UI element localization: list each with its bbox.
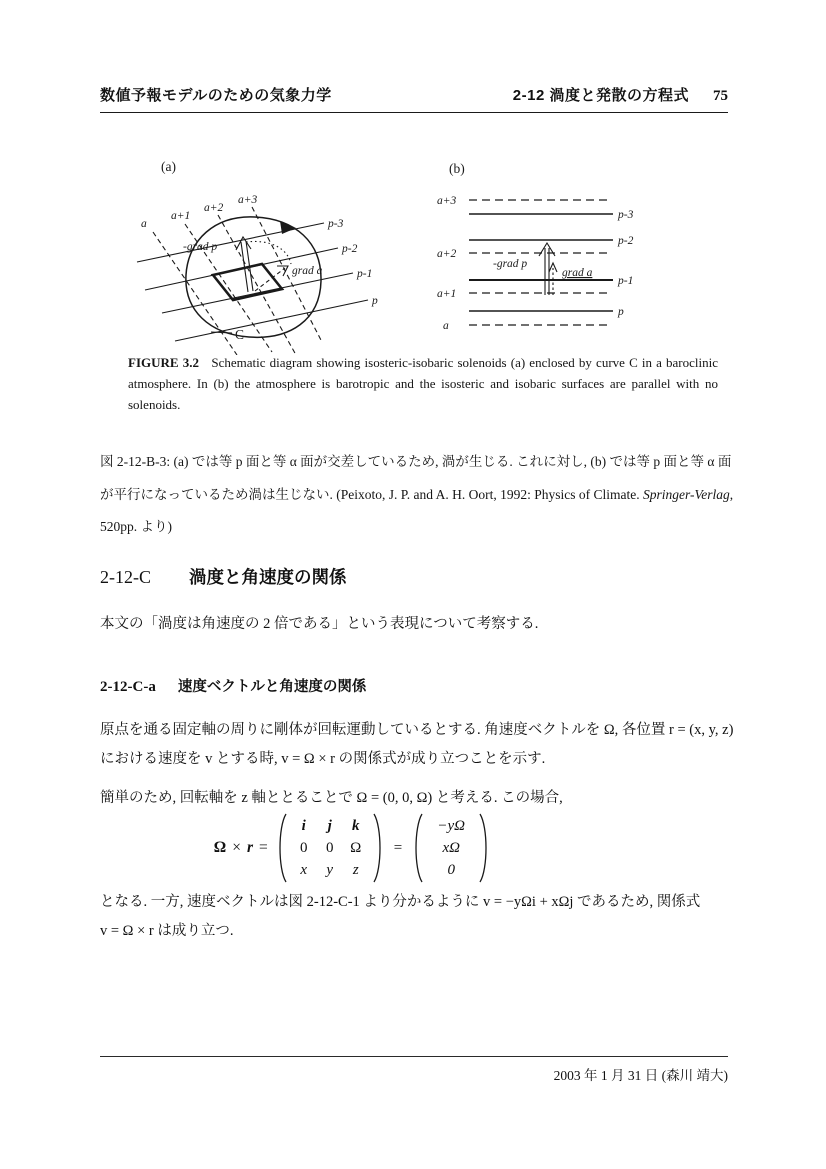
fig-b-alpha-label: a [443,320,449,332]
fig-a-alpha3-label: a+3 [238,194,258,206]
paragraph-3-line-2: v = Ω × r は成り立つ. [100,923,234,939]
paragraph-3-line-1: となる. 一方, 速度ベクトルは図 2-12-C-1 より分かるように v = −yΩi + xΩj であるため, 関係式 [100,894,701,910]
left-paren-matrix [276,812,288,884]
fig-b-grad-alpha-label: grad a [562,267,593,279]
equation-lhs [214,839,268,857]
figure-caption-english [128,352,718,415]
determinant-matrix [291,815,369,881]
fig-b-label: (b) [449,161,465,176]
r-symbol: r [246,839,253,856]
fig-b-p-label: p [618,306,624,318]
equation-equals-2: = [393,839,403,856]
section-number: 2-12-C [100,567,151,587]
fig-a-grad-alpha-label: grad a [292,265,323,277]
fig-b-p3-label: p-3 [618,209,634,221]
matrix-cell: j [327,817,332,834]
figure-caption-text: Schematic diagram showing isosteric-isobaric solenoids (a) enclosed by curve C in a baroclinic atmosphere. In (b) the atmosphere is barotropic and the isosteric and isobaric surfaces are parallel with no solenoids. [128,355,718,412]
figure-caption-japanese [100,446,734,544]
fig-b-p2-label: p-2 [618,235,634,247]
fig-a-p3-label: p-3 [328,218,344,230]
fig-a-p1-label: p-1 [357,268,373,280]
matrix-cell: y [326,861,334,878]
fig-a-p-label: p [372,295,378,307]
fig-a-curve-label: C [235,327,245,342]
section-heading [100,564,347,589]
fig-a-angle-arc [246,241,291,264]
matrix-cell: 0 [300,839,308,856]
book-title: 数値予報モデルのための気象力学 [100,87,332,104]
right-paren-vector [478,812,490,884]
cross-product-equation [35,810,669,886]
jp-caption-publisher: Springer-Verlag [643,486,730,502]
matrix-cell: z [352,861,359,878]
fig-a-p2-label: p-2 [342,243,358,255]
fig-b-p1-label: p-1 [618,275,634,287]
fig-b-alpha3-label: a+3 [437,195,457,207]
matrix-cell: k [352,817,360,834]
jp-caption-tail: , 520pp. より) [100,486,734,534]
result-vector [427,815,475,881]
equals-symbol: = [259,839,268,856]
subsection-heading [100,675,366,696]
fig-b-isosteric-lines [469,200,611,325]
left-paren-vector [412,812,424,884]
fig-b-grad-p-label: -grad p [493,258,528,270]
fig-a-alpha2-label: a+2 [204,202,224,214]
vector-cell: 0 [447,861,455,878]
fig-a-alpha1-label: a+1 [171,210,191,222]
chapter-title: 2-12 渦度と発散の方程式 [512,87,689,104]
fig-b-alpha2-label: a+2 [437,248,457,260]
paragraph-1-line-2: における速度を v とする時, v = Ω × r の関係式が成り立つことを示す. [100,751,546,767]
fig-a-grad-p-arrow [236,237,253,292]
subsection-title: 速度ベクトルと角速度の関係 [177,679,367,695]
omega-symbol: Ω [213,839,227,856]
jp-caption-body: (a) では等 p 面と等 α 面が交差しているため, 渦が生じる. これに対し, (b) では等 p 面と等 α 面が平行になっているため渦は生じない. (Peixoto, J. P. and A. H. Oort, 1992: Physics of Climate. [100,454,732,502]
right-paren-matrix [372,812,384,884]
fig-b-isobar-lines [469,214,613,311]
page-header [100,84,728,113]
page-footer [100,1056,728,1084]
page-number: 75 [713,88,728,104]
vector-cell: −yΩ [437,817,466,834]
figure-a-diagram [125,143,421,355]
times-symbol: × [232,839,241,856]
intro-paragraph: 本文の「渦度は角速度の 2 倍である」という表現について考察する. [100,616,539,632]
fig-a-label: (a) [161,159,176,174]
figure-a-baroclinic [125,143,421,355]
section-title: 渦度と角速度の関係 [189,567,347,587]
matrix-cell: 0 [326,839,334,856]
paragraph-2: 簡単のため, 回転軸を z 軸ととることで Ω = (0, 0, Ω) と考える. この場合, [100,790,563,806]
fig-a-alpha-label: a [141,218,147,230]
vector-cell: xΩ [442,839,460,856]
header-right-group [513,84,728,105]
paragraph-1-line-1: 原点を通る固定軸の周りに剛体が回転運動しているとする. 角速度ベクトルを Ω, 各位置 r = (x, y, z) [100,722,734,738]
paragraph-3 [100,888,734,946]
figure-b-diagram [429,143,725,355]
matrix-cell: Ω [350,839,362,856]
figure-b-barotropic [429,143,725,355]
fig-b-alpha1-label: a+1 [437,288,457,300]
fig-a-curve-arrowhead [280,221,296,234]
figure-caption-tag: FIGURE 3.2 [128,355,199,370]
matrix-cell: x [300,861,308,878]
subsection-number: 2-12-C-a [100,679,156,695]
fig-a-grad-p-label: -grad p [183,241,218,253]
footer-date-author: 2003 年 1 月 31 日 (森川 靖大) [553,1068,728,1083]
paragraph-1 [100,716,734,774]
jp-caption-tag: 図 2-12-B-3: [100,454,171,469]
matrix-cell: i [301,817,306,834]
figure-2-12-B-3 [125,143,725,355]
